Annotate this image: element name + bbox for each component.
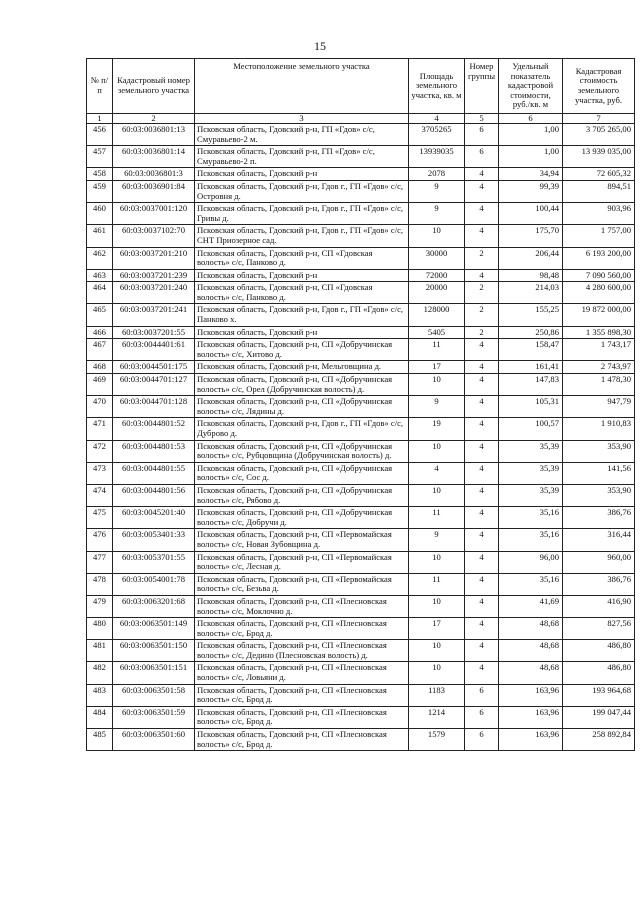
cadastral-number: 60:03:0044701:128	[113, 396, 195, 418]
location-cell: Псковская область, Гдовский р-н, СП «Плесновская волость» с/с, Дедино (Плесновская волость) д.	[195, 640, 409, 662]
cadastral-cost-cell: 258 892,84	[563, 729, 635, 751]
area-cell: 19	[409, 418, 465, 440]
table-row	[87, 374, 635, 396]
cadastral-number: 60:03:0045201:40	[113, 507, 195, 529]
area-cell: 10	[409, 640, 465, 662]
row-number: 464	[87, 282, 113, 304]
location-cell: Псковская область, Гдовский р-н, СП «Первомайская волость» с/с, Новая Зубовщина д.	[195, 529, 409, 551]
group-cell: 2	[465, 282, 499, 304]
unit-price-cell: 35,16	[499, 529, 563, 551]
page-number: 15	[314, 39, 326, 53]
cadastral-cost-cell: 72 605,32	[563, 168, 635, 181]
row-number: 468	[87, 361, 113, 374]
row-number: 485	[87, 729, 113, 751]
cadastral-number: 60:03:0063501:149	[113, 618, 195, 640]
row-number: 463	[87, 269, 113, 282]
group-cell: 2	[465, 247, 499, 269]
row-number: 474	[87, 484, 113, 506]
location-cell: Псковская область, Гдовский р-н, Гдов г., ГП «Гдов» с/с, Гривы д.	[195, 203, 409, 225]
location-cell: Псковская область, Гдовский р-н, СП «Плесновская волость» с/с, Брод д.	[195, 684, 409, 706]
row-number: 476	[87, 529, 113, 551]
header-cadastral-cost: Кадастровая стоимость земельного участка, руб.	[563, 59, 635, 114]
table-row	[87, 729, 635, 751]
row-number: 460	[87, 203, 113, 225]
unit-price-cell: 96,00	[499, 551, 563, 573]
header-no: № п/п	[87, 59, 113, 114]
table-row	[87, 618, 635, 640]
table-row	[87, 203, 635, 225]
unit-price-cell: 163,96	[499, 684, 563, 706]
cadastral-cost-cell: 386,76	[563, 573, 635, 595]
cadastral-cost-cell: 7 090 560,00	[563, 269, 635, 282]
row-number: 480	[87, 618, 113, 640]
cadastral-cost-cell: 1 743,17	[563, 339, 635, 361]
table-row	[87, 662, 635, 684]
unit-price-cell: 161,41	[499, 361, 563, 374]
area-cell: 10	[409, 551, 465, 573]
location-cell: Псковская область, Гдовский р-н, Гдов г., ГП «Гдов» с/с, СНТ Приозерное сад.	[195, 225, 409, 247]
area-cell: 1183	[409, 684, 465, 706]
cadastral-number: 60:03:0063201:68	[113, 595, 195, 617]
row-number: 482	[87, 662, 113, 684]
cadastral-number: 60:03:0063501:150	[113, 640, 195, 662]
group-cell: 6	[465, 684, 499, 706]
cadastral-cost-cell: 2 743,97	[563, 361, 635, 374]
cadastral-cost-cell: 1 355 898,30	[563, 326, 635, 339]
cadastral-number: 60:03:0037102:70	[113, 225, 195, 247]
location-cell: Псковская область, Гдовский р-н, СП «Плесновская волость» с/с, Моклочно д.	[195, 595, 409, 617]
unit-price-cell: 100,44	[499, 203, 563, 225]
row-number: 475	[87, 507, 113, 529]
cadastral-number: 60:03:0044801:56	[113, 484, 195, 506]
group-cell: 4	[465, 551, 499, 573]
cadastral-cost-cell: 960,00	[563, 551, 635, 573]
area-cell: 10	[409, 440, 465, 462]
location-cell: Псковская область, Гдовский р-н	[195, 269, 409, 282]
location-cell: Псковская область, Гдовский р-н, СП «Добручинская волость» с/с, Сос д.	[195, 462, 409, 484]
unit-price-cell: 48,68	[499, 640, 563, 662]
row-number: 467	[87, 339, 113, 361]
row-number: 470	[87, 396, 113, 418]
table-row	[87, 282, 635, 304]
cadastral-cost-cell: 13 939 035,00	[563, 146, 635, 168]
cadastral-number: 60:03:0037201:240	[113, 282, 195, 304]
unit-price-cell: 163,96	[499, 706, 563, 728]
table-row	[87, 706, 635, 728]
table-row	[87, 551, 635, 573]
area-cell: 2078	[409, 168, 465, 181]
location-cell: Псковская область, Гдовский р-н, ГП «Гдов» с/с, Смуравьево-2 м.	[195, 123, 409, 145]
unit-price-cell: 100,57	[499, 418, 563, 440]
area-cell: 9	[409, 203, 465, 225]
group-cell: 2	[465, 304, 499, 326]
cadastral-number: 60:03:0037001:120	[113, 203, 195, 225]
unit-price-cell: 155,25	[499, 304, 563, 326]
cadastral-number: 60:03:0036801:14	[113, 146, 195, 168]
location-cell: Псковская область, Гдовский р-н, ГП «Гдов» с/с, Смуравьево-2 п.	[195, 146, 409, 168]
area-cell: 72000	[409, 269, 465, 282]
table-row	[87, 339, 635, 361]
group-cell: 4	[465, 396, 499, 418]
group-cell: 4	[465, 529, 499, 551]
table-row	[87, 462, 635, 484]
area-cell: 1214	[409, 706, 465, 728]
group-cell: 6	[465, 706, 499, 728]
row-number: 456	[87, 123, 113, 145]
table-header-row	[87, 59, 635, 114]
cadastral-cost-cell: 353,90	[563, 440, 635, 462]
group-cell: 2	[465, 326, 499, 339]
area-cell: 20000	[409, 282, 465, 304]
table-row	[87, 225, 635, 247]
cadastral-cost-cell: 903,96	[563, 203, 635, 225]
cadastral-number: 60:03:0053401:33	[113, 529, 195, 551]
area-cell: 5405	[409, 326, 465, 339]
table-row	[87, 146, 635, 168]
row-number: 481	[87, 640, 113, 662]
group-cell: 4	[465, 573, 499, 595]
cadastral-number: 60:03:0063501:60	[113, 729, 195, 751]
area-cell: 3705265	[409, 123, 465, 145]
group-cell: 4	[465, 507, 499, 529]
cadastral-number: 60:03:0044801:55	[113, 462, 195, 484]
area-cell: 17	[409, 618, 465, 640]
area-cell: 13939035	[409, 146, 465, 168]
cadastral-number: 60:03:0044701:127	[113, 374, 195, 396]
unit-price-cell: 105,31	[499, 396, 563, 418]
group-cell: 4	[465, 640, 499, 662]
location-cell: Псковская область, Гдовский р-н, СП «Плесновская волость» с/с, Брод д.	[195, 729, 409, 751]
location-cell: Псковская область, Гдовский р-н, Гдов г., ГП «Гдов» с/с, Панково х.	[195, 304, 409, 326]
area-cell: 1579	[409, 729, 465, 751]
location-cell: Псковская область, Гдовский р-н, Мельговщина д.	[195, 361, 409, 374]
location-cell: Псковская область, Гдовский р-н, СП «Плесновская волость» с/с, Брод д.	[195, 706, 409, 728]
row-number: 473	[87, 462, 113, 484]
row-number: 472	[87, 440, 113, 462]
header-unit-price: Удельный показатель кадастровой стоимости, руб./кв. м	[499, 59, 563, 114]
location-cell: Псковская область, Гдовский р-н, СП «Добручинская волость» с/с, Рябово д.	[195, 484, 409, 506]
unit-price-cell: 35,39	[499, 462, 563, 484]
row-number: 478	[87, 573, 113, 595]
table-row	[87, 123, 635, 145]
table-row	[87, 684, 635, 706]
location-cell: Псковская область, Гдовский р-н, СП «Добручинская волость» с/с, Добручи д.	[195, 507, 409, 529]
table-row	[87, 180, 635, 202]
unit-price-cell: 163,96	[499, 729, 563, 751]
column-number-row	[87, 113, 635, 123]
location-cell: Псковская область, Гдовский р-н, СП «Первомайская волость» с/с, Безьва д.	[195, 573, 409, 595]
location-cell: Псковская область, Гдовский р-н, Гдов г., ГП «Гдов» с/с, Островня д.	[195, 180, 409, 202]
table-row	[87, 326, 635, 339]
area-cell: 30000	[409, 247, 465, 269]
area-cell: 4	[409, 462, 465, 484]
header-location: Местоположение земельного участка	[195, 59, 409, 114]
row-number: 465	[87, 304, 113, 326]
location-cell: Псковская область, Гдовский р-н, Гдов г., ГП «Гдов» с/с, Дуброво д.	[195, 418, 409, 440]
table-row	[87, 361, 635, 374]
unit-price-cell: 99,39	[499, 180, 563, 202]
cadastral-cost-cell: 1 757,00	[563, 225, 635, 247]
table-row	[87, 529, 635, 551]
location-cell: Псковская область, Гдовский р-н	[195, 168, 409, 181]
unit-price-cell: 1,00	[499, 123, 563, 145]
column-number: 3	[195, 113, 409, 123]
group-cell: 4	[465, 618, 499, 640]
column-number: 5	[465, 113, 499, 123]
unit-price-cell: 214,03	[499, 282, 563, 304]
group-cell: 6	[465, 146, 499, 168]
cadastral-cost-cell: 1 910,83	[563, 418, 635, 440]
table-row	[87, 484, 635, 506]
header-cadastral-number: Кадастровый номер земельного участка	[113, 59, 195, 114]
area-cell: 10	[409, 374, 465, 396]
unit-price-cell: 35,39	[499, 484, 563, 506]
cadastral-cost-cell: 353,90	[563, 484, 635, 506]
row-number: 466	[87, 326, 113, 339]
area-cell: 11	[409, 339, 465, 361]
table-row	[87, 507, 635, 529]
group-cell: 4	[465, 595, 499, 617]
cadastral-cost-cell: 894,51	[563, 180, 635, 202]
cadastral-value-table	[86, 58, 635, 751]
cadastral-number: 60:03:0063501:58	[113, 684, 195, 706]
area-cell: 10	[409, 484, 465, 506]
cadastral-cost-cell: 827,56	[563, 618, 635, 640]
location-cell: Псковская область, Гдовский р-н, СП «Плесновская волость» с/с, Ловьяни д.	[195, 662, 409, 684]
area-cell: 11	[409, 507, 465, 529]
header-area: Площадь земельного участка, кв. м	[409, 59, 465, 114]
cadastral-number: 60:03:0063501:59	[113, 706, 195, 728]
row-number: 458	[87, 168, 113, 181]
column-number: 1	[87, 113, 113, 123]
cadastral-cost-cell: 193 964,68	[563, 684, 635, 706]
cadastral-cost-cell: 486,80	[563, 662, 635, 684]
cadastral-number: 60:03:0036801:13	[113, 123, 195, 145]
table-row	[87, 440, 635, 462]
table-row	[87, 304, 635, 326]
table-row	[87, 640, 635, 662]
column-number: 7	[563, 113, 635, 123]
cadastral-cost-cell: 386,76	[563, 507, 635, 529]
group-cell: 4	[465, 269, 499, 282]
cadastral-number: 60:03:0036801:3	[113, 168, 195, 181]
unit-price-cell: 147,83	[499, 374, 563, 396]
row-number: 483	[87, 684, 113, 706]
group-cell: 4	[465, 203, 499, 225]
cadastral-cost-cell: 6 193 200,00	[563, 247, 635, 269]
area-cell: 10	[409, 225, 465, 247]
row-number: 459	[87, 180, 113, 202]
cadastral-number: 60:03:0037201:55	[113, 326, 195, 339]
cadastral-number: 60:03:0044801:52	[113, 418, 195, 440]
location-cell: Псковская область, Гдовский р-н, СП «Добручинская волость» с/с, Рубцовщина (Добручинская волость) д.	[195, 440, 409, 462]
row-number: 479	[87, 595, 113, 617]
cadastral-number: 60:03:0063501:151	[113, 662, 195, 684]
cadastral-number: 60:03:0054001:78	[113, 573, 195, 595]
location-cell: Псковская область, Гдовский р-н, СП «Добручинская волость» с/с, Орел (Добручинская волость) д.	[195, 374, 409, 396]
location-cell: Псковская область, Гдовский р-н, СП «Добручинская волость» с/с, Лядины д.	[195, 396, 409, 418]
cadastral-number: 60:03:0036901:84	[113, 180, 195, 202]
unit-price-cell: 48,68	[499, 618, 563, 640]
location-cell: Псковская область, Гдовский р-н, СП «Первомайская волость» с/с, Лесная д.	[195, 551, 409, 573]
area-cell: 10	[409, 595, 465, 617]
unit-price-cell: 158,47	[499, 339, 563, 361]
group-cell: 4	[465, 361, 499, 374]
unit-price-cell: 35,16	[499, 573, 563, 595]
area-cell: 17	[409, 361, 465, 374]
cadastral-cost-cell: 1 478,30	[563, 374, 635, 396]
unit-price-cell: 175,70	[499, 225, 563, 247]
row-number: 469	[87, 374, 113, 396]
cadastral-number: 60:03:0037201:241	[113, 304, 195, 326]
group-cell: 4	[465, 180, 499, 202]
cadastral-cost-cell: 416,90	[563, 595, 635, 617]
row-number: 462	[87, 247, 113, 269]
cadastral-number: 60:03:0044801:53	[113, 440, 195, 462]
header-group: Номер группы	[465, 59, 499, 114]
group-cell: 4	[465, 339, 499, 361]
unit-price-cell: 35,16	[499, 507, 563, 529]
cadastral-cost-cell: 199 047,44	[563, 706, 635, 728]
unit-price-cell: 250,86	[499, 326, 563, 339]
cadastral-number: 60:03:0044501:175	[113, 361, 195, 374]
column-number: 6	[499, 113, 563, 123]
group-cell: 4	[465, 484, 499, 506]
table-row	[87, 396, 635, 418]
group-cell: 4	[465, 225, 499, 247]
row-number: 457	[87, 146, 113, 168]
table-row	[87, 418, 635, 440]
table-row	[87, 247, 635, 269]
cadastral-cost-cell: 316,44	[563, 529, 635, 551]
unit-price-cell: 41,69	[499, 595, 563, 617]
area-cell: 9	[409, 180, 465, 202]
table-row	[87, 573, 635, 595]
cadastral-cost-cell: 3 705 265,00	[563, 123, 635, 145]
group-cell: 4	[465, 168, 499, 181]
location-cell: Псковская область, Гдовский р-н, СП «Плесновская волость» с/с, Брод д.	[195, 618, 409, 640]
table-row	[87, 595, 635, 617]
unit-price-cell: 34,94	[499, 168, 563, 181]
area-cell: 128000	[409, 304, 465, 326]
cadastral-number: 60:03:0037201:210	[113, 247, 195, 269]
area-cell: 9	[409, 529, 465, 551]
cadastral-number: 60:03:0044401:61	[113, 339, 195, 361]
row-number: 477	[87, 551, 113, 573]
cadastral-cost-cell: 486,80	[563, 640, 635, 662]
column-number: 2	[113, 113, 195, 123]
row-number: 484	[87, 706, 113, 728]
unit-price-cell: 206,44	[499, 247, 563, 269]
cadastral-cost-cell: 141,56	[563, 462, 635, 484]
unit-price-cell: 35,39	[499, 440, 563, 462]
area-cell: 11	[409, 573, 465, 595]
group-cell: 4	[465, 462, 499, 484]
unit-price-cell: 98,48	[499, 269, 563, 282]
group-cell: 6	[465, 123, 499, 145]
location-cell: Псковская область, Гдовский р-н	[195, 326, 409, 339]
group-cell: 4	[465, 418, 499, 440]
cadastral-number: 60:03:0053701:55	[113, 551, 195, 573]
unit-price-cell: 1,00	[499, 146, 563, 168]
cadastral-number: 60:03:0037201:239	[113, 269, 195, 282]
location-cell: Псковская область, Гдовский р-н, СП «Добручинская волость» с/с, Хитово д.	[195, 339, 409, 361]
table-row	[87, 269, 635, 282]
column-number: 4	[409, 113, 465, 123]
cadastral-cost-cell: 4 280 600,00	[563, 282, 635, 304]
unit-price-cell: 48,68	[499, 662, 563, 684]
area-cell: 10	[409, 662, 465, 684]
cadastral-cost-cell: 947,79	[563, 396, 635, 418]
group-cell: 6	[465, 729, 499, 751]
area-cell: 9	[409, 396, 465, 418]
group-cell: 4	[465, 374, 499, 396]
group-cell: 4	[465, 440, 499, 462]
cadastral-cost-cell: 19 872 000,00	[563, 304, 635, 326]
table-row	[87, 168, 635, 181]
location-cell: Псковская область, Гдовский р-н, СП «Гдовская волость» с/с, Панково д.	[195, 247, 409, 269]
row-number: 461	[87, 225, 113, 247]
row-number: 471	[87, 418, 113, 440]
group-cell: 4	[465, 662, 499, 684]
location-cell: Псковская область, Гдовский р-н, СП «Гдовская волость» с/с, Панково д.	[195, 282, 409, 304]
